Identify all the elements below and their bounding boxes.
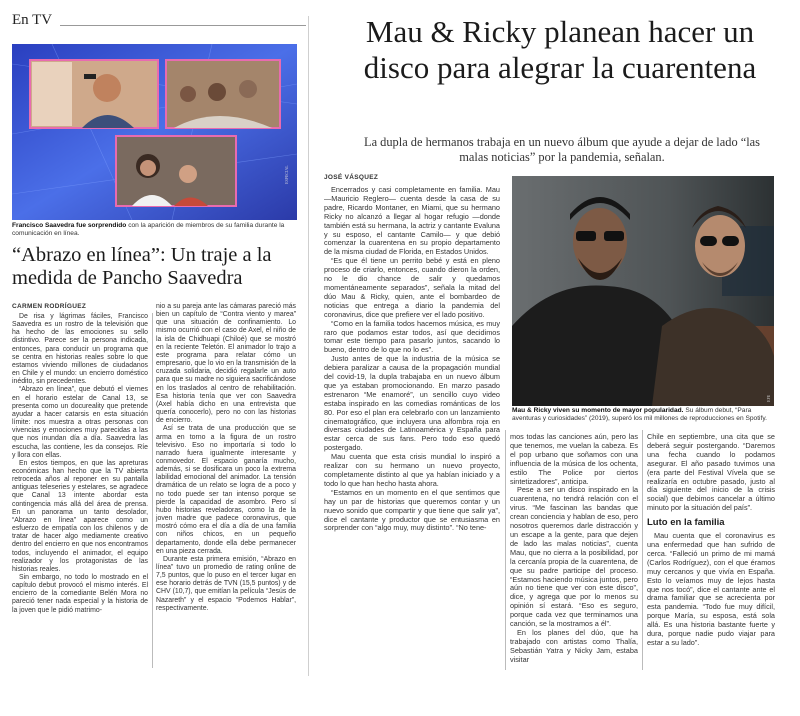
paragraph: Pese a ser un disco inspirado en la cuarentena, no tendrá relación con el virus. “Me fascinan las bandas que crean conciencia y hablan de eso, pero nosotros queremos darle distracción y un escape a la gente, para que dejen de lado las malas noticias”, cuenta Mau, que no cierra a la posibilidad, por la cercanía propia de la cuarentena, de que su padre participe del proceso. “Estamos haciendo música juntos, pero aún no tiene que ver con este disco”, dice, y agrega que por lo menos su opinión sí estará. “Eso es seguro, porque cada vez que terminamos una canción, se la mostramos a él”. (510, 485, 638, 629)
column-rule (505, 430, 506, 670)
paragraph: En estos tiempos, en que las apreturas económicas han hecho que la TV abierta retroceda años al reponer en su pantalla antiguas teleseries y estelares, se agradece que Canal 13 intente abordar esta contingencia más allá del área de prensa. En un panorama un tanto desolador, “Abrazo en línea” aparece como un esfuerzo de empatía con los chilenos y de tratar de hacer algo mediamente creativo dentro del encierro en que nos encontramos todos, incluyendo el animador, el equipo realizador y los protagonistas de las historias reales. (12, 459, 148, 573)
right-byline: JOSÉ VÁSQUEZ (324, 174, 379, 181)
paragraph: Encerrados y casi completamente en familia. Mau —Mauricio Reglero— cuenta desde la casa de su padre, Ricardo Montaner, en Miami, que su hermano Ricky no alcanzó a llegar al hogar refugio —donde también está su hermana, la actriz y cantante Evaluna y su esposo, el cantante Camilo— y que debió comenzar la cuarentena en su propio departamento de la misma ciudad de Florida, en Estados Unidos. (324, 185, 500, 257)
video-tile-woman-child (116, 136, 236, 206)
photo-credit-left: ESPECIAL (284, 165, 289, 184)
paragraph: En los planes del dúo, que ha trabajado con artistas como Thalía, Sebastián Yatra y Nicky Jam, estaba visitar (510, 627, 638, 664)
left-caption-text: con la aparición de miembros de su familia durante la comunicación en línea. (12, 222, 285, 237)
right-body-col-3 (647, 433, 775, 648)
column-rule (152, 313, 153, 668)
paragraph: Durante esta primera emisión, “Abrazo en línea” tuvo un promedio de rating online de 7,5 puntos, que lo puso en el tercer lugar en ese horario detrás de TVN (15,5 puntos) y de CHV (10,7), que emitían la película “Jesús de Nazareth” y el espacio “Podemos Hablar”, respectivamente. (156, 555, 296, 612)
section-label: En TV (12, 12, 53, 28)
video-tile-family (166, 60, 280, 128)
left-headline: “Abrazo en línea”: Un traje a la medida de Pancho Saavedra (12, 244, 272, 289)
paragraph: De risa y lágrimas fáciles, Francisco Saavedra es un rostro de la televisión que ha hecho de las emociones su sello distintivo. Parece ser la persona indicada, entonces, para conducir un programa que se centra en historias reales sobre lo que estamos viviendo millones de ciudadanos en Chile y el mundo: un encierro doméstico inédito, sin precedentes. (12, 313, 148, 386)
right-caption-text: Su álbum debut, “Para aventuras y curiosidades” (2019), superó los mil millones de reproducciones en Spotify. (512, 407, 767, 422)
paragraph: Justo antes de que la industria de la música se debiera paralizar a causa de la propagación mundial del covid-19, la dupla trabajaba en un nuevo álbum que ya estaban promocionando. En marzo pasado estrenaron “Me enamoré”, un sencillo cuyo video estaba inspirado en las comedias románticas de los 80. Por eso el plan era celebrarlo con un lanzamiento cinematográfico, que incluyera una alfombra roja en diversas ciudades de Latinoamérica y España para estar cerca de sus fans. Pero todo eso quedó postergado. (324, 354, 500, 453)
left-caption-bold: Francisco Saavedra fue sorprendido (12, 222, 127, 229)
paragraph: Así se trata de una producción que se arma en torno a la figura de un rostro televisivo. Eso no importaría si todo lo narrado fuera igualmente interesante y conmovedor. El espacio ganaría mucho, además, si se dosificara un poco la extrema labilidad emocional del animador. La tensión dramática de un relato se logra de a poco y no todo puede ser tan intenso porque se pierde la capacidad de asombro. Pero sí hubo historias reveladoras, como la de la joven madre que padece coronavirus, que mostró cómo era el día a día de una familia con niños chicos, en un pequeño departamento, donde ella debe permanecer en una pieza cerrada. (156, 425, 296, 555)
right-caption-bold: Mau & Ricky viven su momento de mayor popularidad. (512, 407, 684, 414)
paragraph: “Abrazo en línea”, que debutó el viernes en el horario estelar de Canal 13, se presenta como un docureality que pretende ayudar a hacer catarsis en esta situación límite: nos muestra a otras personas con vivencias y emociones muy parecidas a las que nos inundan día a día. Saavedra las escucha, las contiene, les da consejos. Ríe y llora con ellas. (12, 386, 148, 459)
right-headline: Mau & Ricky planean hacer un disco para alegrar la cuarentena (363, 14, 757, 85)
column-rule (642, 430, 643, 670)
video-tile-host (30, 60, 158, 128)
paragraph: “Como en la familia todos hacemos música, es muy raro que podamos estar todos, así que decidimos tomar este tiempo para pasarlo juntos, sacando lo bueno, dentro de lo que no lo es”. (324, 318, 500, 355)
paragraph: Mau cuenta que el coronavirus es una enfermedad que han sufrido de cerca. “Falleció un primo de mi mamá (Carlos Rodríguez), con el que éramos muy cercanos y que vivía en España. Esto lo veíamos muy de lejos hasta que nos tocó”, dice el cantante ante el drama familiar que se acrecienta por esta pandemia. “Todo fue muy difícil, porque María, su esposa, está sola allá. Es una historia bastante fuerte y dura, porque nadie pudo viajar para estar a su lado”. (647, 531, 775, 647)
paragraph: “Estamos en un momento en el que sentimos que hay un par de historias que queremos contar y un nuevo sonido que compartir y que tiene que salir ya”, dice el cantante y productor que se entusiasma en sorprender con “algo muy, muy distinto”. “No tene- (324, 487, 500, 533)
mau-ricky-photo (512, 176, 774, 406)
right-body-col-2 (510, 433, 638, 665)
paragraph: Chile en septiembre, una cita que se deberá seguir postergando. “Daremos una fecha cuando lo podamos asegurar. El año pasado tuvimos una (era parte del Festival Vívela que se realizaría en octubre pasado, justo al día siguiente del inicio de la crisis social) que debimos cancelar a último minuto por la situación del país”. (647, 432, 775, 513)
article-separator (308, 16, 309, 676)
right-body-col-1 (324, 186, 500, 533)
right-photo-caption (512, 407, 774, 423)
left-byline: CARMEN RODRÍGUEZ (12, 303, 87, 310)
right-deck: La dupla de hermanos trabaja en un nuevo álbum que ayude a dejar de lado “las malas noticias” por la pandemia, señalan. (364, 135, 760, 164)
paragraph: nio a su pareja ante las cámaras pareció más bien un capítulo de “Contra viento y marea” que una situación de confinamiento. Lo mismo ocurrió con el caso de Axel, el niño de la isla de Chidhuapi (Chiloé) que se mostró en la reciente Teletón. El animador lo trajo a este programa para relatar cómo un empresario, que lo vio en la transmisión de la cruzada solidaria, decidió regalarle un auto para que su madre no siguiera sacrificándose en los traslados al centro de rehabilitación. Esa historia tenía que ver con Saavedra (Axel había dicho en una entrevista que quería conocerlo), pero no con las historias de encierro. (156, 303, 296, 425)
photo-credit-right: EFE (766, 394, 771, 402)
paragraph: “Es que él tiene un perrito bebé y está en pleno proceso de criarlo, entonces, cuando dieron la orden, no le dio chance de salir y quedamos momentáneamente separados”, señala la mitad del dúo Mau & Ricky, quien, ante el bombardeo de noticias que entrega a diario la pandemia del coronavirus, dice que prefiere ver el lado positivo. (324, 256, 500, 319)
paragraph: Mau cuenta que esta crisis mundial lo inspiró a realizar con su hermano un nuevo proyecto, completamente distinto al que ya habían iniciado y a todo lo que han hecho hasta ahora. (324, 452, 500, 488)
subhead-luto: Luto en la familia (647, 517, 725, 529)
left-photo-caption (12, 222, 297, 238)
family-video-call-photo (12, 44, 297, 220)
left-body-col-1 (12, 313, 148, 615)
left-body-col-2 (156, 303, 296, 613)
paragraph: mos todas las canciones aún, pero las que tenemos, me vuelan la cabeza. Es el pop urbano que soñamos con una influencia de la música de los ochenta, estilo The Police por ciertos sintetizadores”, anticipa. (510, 432, 638, 486)
paragraph: Sin embargo, no todo lo mostrado en el capítulo debut provocó el mismo interés. El encierro de la comediante Belén Mora no pareció tener nada especial y la historia de la joven que le pidió matrimo- (12, 574, 148, 614)
section-rule (60, 25, 306, 26)
